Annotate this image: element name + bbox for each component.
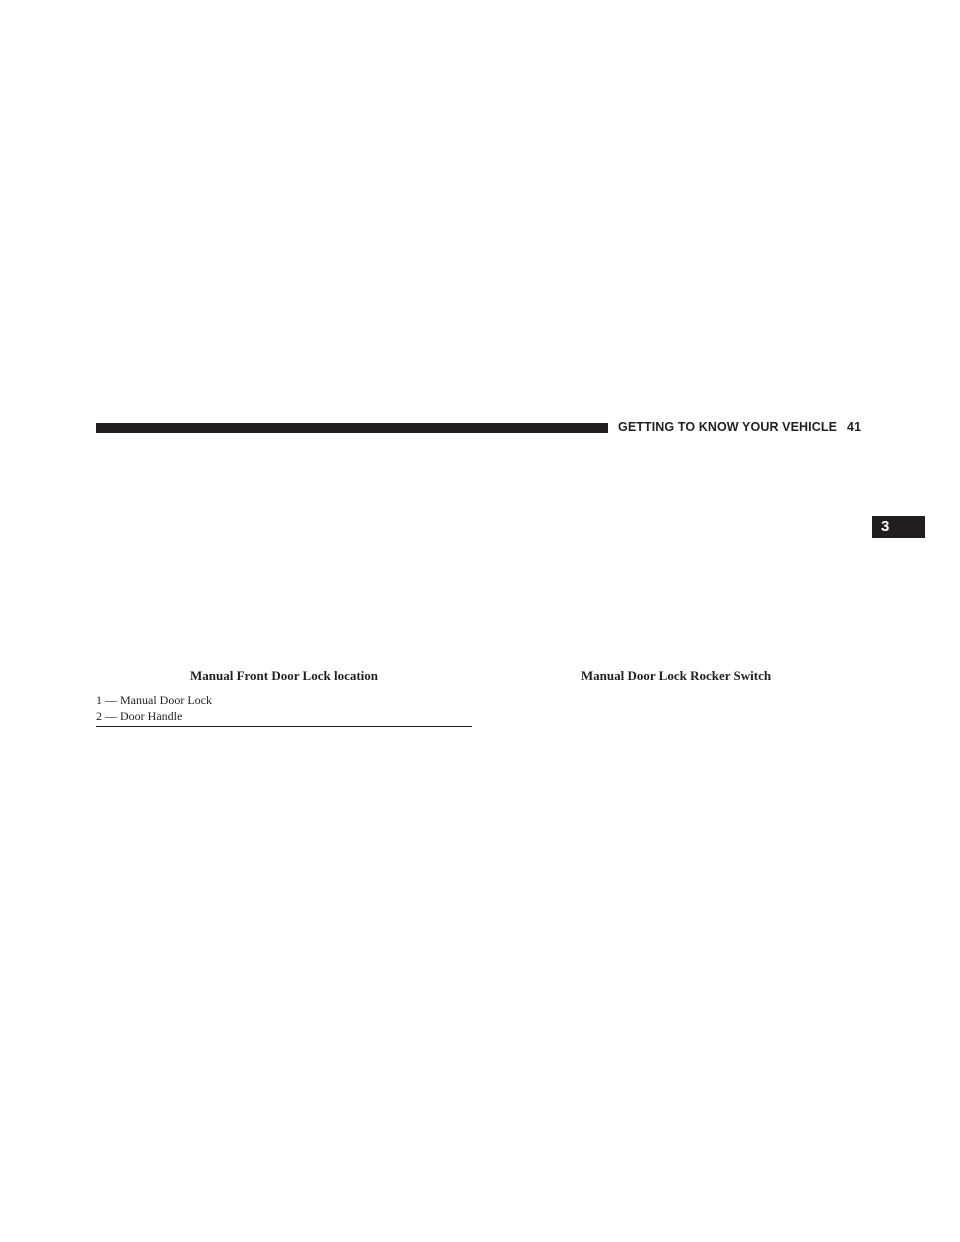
legend-item: 1 — Manual Door Lock <box>96 693 212 707</box>
section-title: GETTING TO KNOW YOUR VEHICLE <box>618 420 838 434</box>
figure-caption-front-door-lock: Manual Front Door Lock location <box>189 668 379 683</box>
legend-item: 2 — Door Handle <box>96 709 183 723</box>
page-number: 41 <box>847 420 862 434</box>
legend-divider <box>96 726 472 727</box>
header-rule-bar <box>96 423 608 433</box>
figure-caption-rocker-switch: Manual Door Lock Rocker Switch <box>580 668 772 683</box>
chapter-number: 3 <box>881 518 890 535</box>
chapter-tab <box>872 516 925 538</box>
running-header <box>618 418 861 436</box>
figure-legend <box>96 692 472 724</box>
